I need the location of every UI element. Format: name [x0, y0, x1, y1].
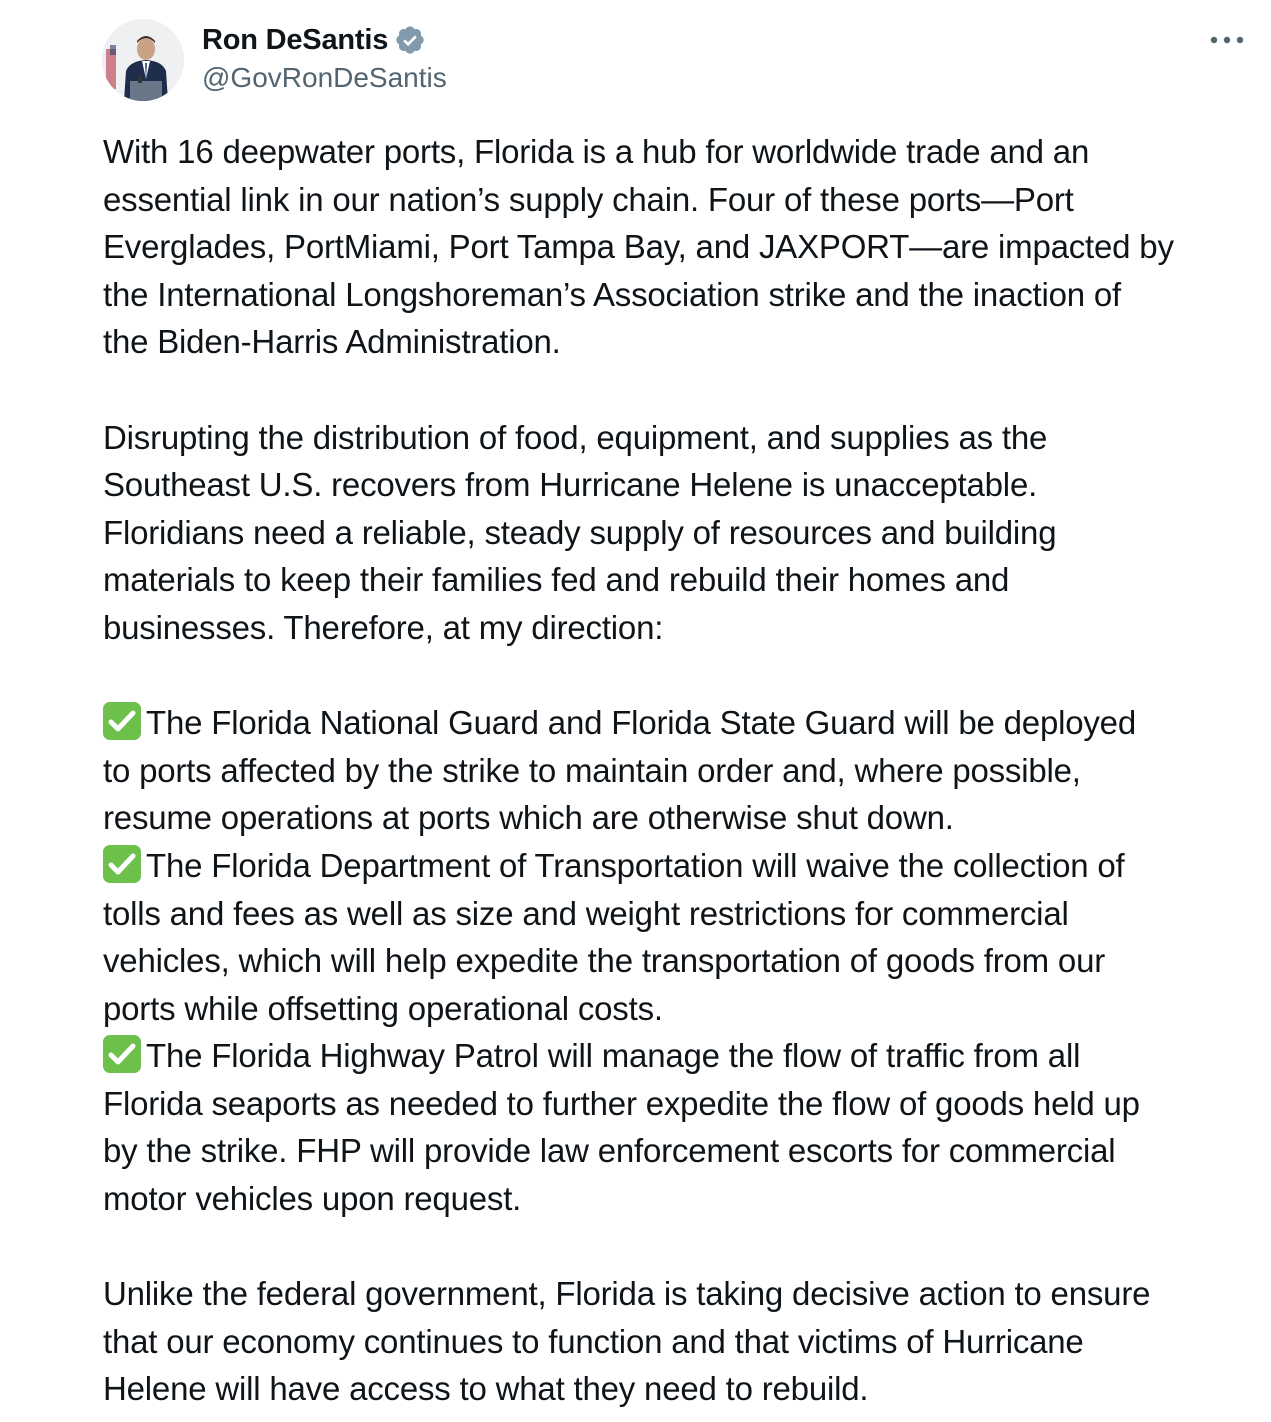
text-line: the Biden-Harris Administration. [103, 323, 561, 361]
post-paragraph-2 [103, 414, 1253, 652]
text-line: the International Longshoreman’s Association strike and the inaction of [103, 275, 1122, 313]
text-line: Southeast U.S. recovers from Hurricane Helene is unacceptable. [103, 466, 1038, 504]
text-line: Unlike the federal government, Florida is taking decisive action to ensure [103, 1275, 1151, 1313]
bullet-line: to ports affected by the strike to maintain order and, where possible, [103, 751, 1081, 789]
text-line: businesses. Therefore, at my direction: [103, 608, 664, 646]
bullet-line: by the strike. FHP will provide law enforcement escorts for commercial [103, 1132, 1116, 1170]
more-options-button[interactable] [1207, 26, 1247, 54]
text-line: that our economy continues to function and that victims of Hurricane [103, 1322, 1084, 1360]
bullet-line: tolls and fees as well as size and weight restrictions for commercial [103, 894, 1069, 932]
bullet-line: motor vehicles upon request. [103, 1180, 522, 1218]
bullet-line: The Florida Department of Transportation will waive the collection of [146, 846, 1125, 884]
author-handle[interactable]: @GovRonDeSantis [202, 62, 447, 93]
bullet-line: ports while offsetting operational costs. [103, 989, 663, 1027]
avatar-photo [102, 19, 184, 101]
avatar[interactable] [102, 19, 184, 101]
post-text [103, 128, 1253, 1413]
author-row [202, 22, 426, 58]
bullet-line: Florida seaports as needed to further expedite the flow of goods held up [103, 1084, 1140, 1122]
text-line: materials to keep their families fed and rebuild their homes and [103, 561, 1010, 599]
text-line: essential link in our nation’s supply chain. Four of these ports—Port [103, 180, 1074, 218]
text-line: Helene will have access to what they need to rebuild. [103, 1370, 869, 1408]
bullet-item-3 [103, 1032, 1253, 1222]
bullet-line: The Florida Highway Patrol will manage the flow of traffic from all [146, 1037, 1081, 1075]
check-mark-emoji-icon [103, 1035, 141, 1073]
text-line: Everglades, PortMiami, Port Tampa Bay, and JAXPORT—are impacted by [103, 228, 1174, 266]
bullet-line: resume operations at ports which are otherwise shut down. [103, 799, 954, 837]
post-bullet-list [103, 699, 1253, 1223]
bullet-item-1 [103, 699, 1253, 842]
author-display-name[interactable]: Ron DeSantis [202, 23, 389, 56]
more-options-icon [1210, 36, 1244, 44]
text-line: Floridians need a reliable, steady supply of resources and building [103, 513, 1057, 551]
bullet-line: The Florida National Guard and Florida State Guard will be deployed [146, 704, 1136, 742]
text-line: With 16 deepwater ports, Florida is a hub for worldwide trade and an [103, 133, 1090, 170]
bullet-line: vehicles, which will help expedite the transportation of goods from our [103, 942, 1106, 980]
check-mark-emoji-icon [103, 702, 141, 740]
verified-badge-icon[interactable] [394, 24, 426, 56]
check-mark-emoji-icon [103, 845, 141, 883]
bullet-item-2 [103, 842, 1253, 1032]
post-paragraph-3 [103, 1270, 1253, 1413]
post-paragraph-1 [103, 128, 1253, 366]
text-line: Disrupting the distribution of food, equipment, and supplies as the [103, 418, 1048, 456]
